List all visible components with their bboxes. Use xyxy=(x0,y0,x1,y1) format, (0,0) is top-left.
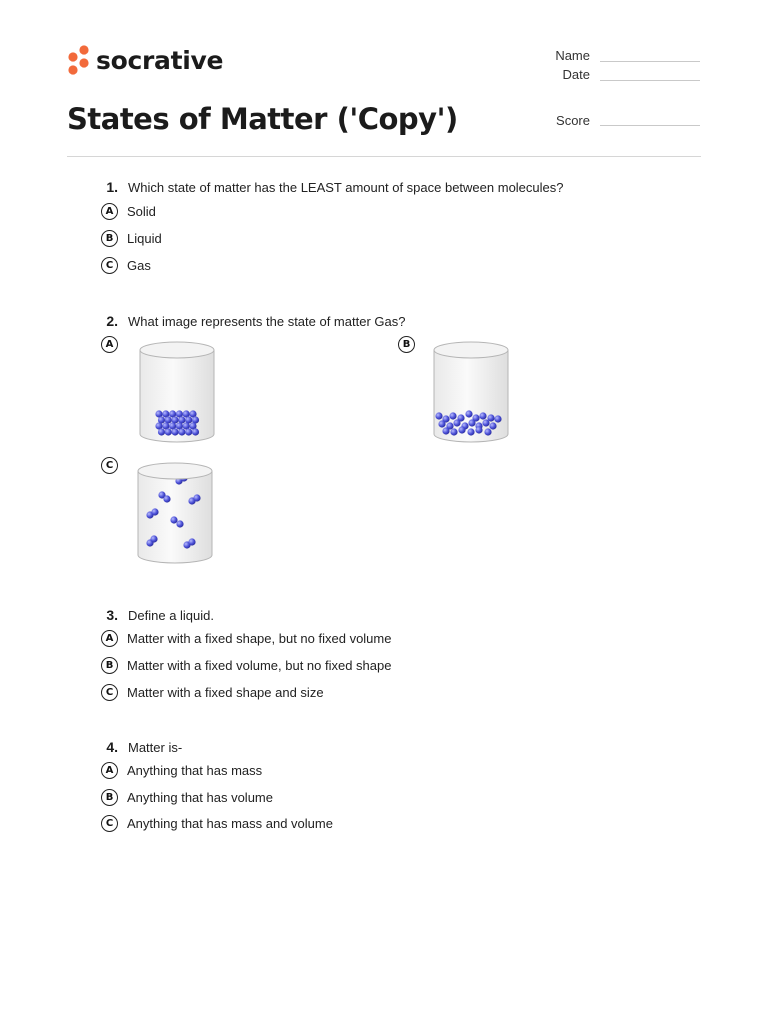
option-a[interactable] xyxy=(101,336,118,353)
question-text: What image represents the state of matter Gas? xyxy=(128,314,406,329)
question-number: 4. xyxy=(106,739,118,755)
score-field xyxy=(0,113,590,128)
liquid-particle xyxy=(489,422,496,429)
liquid-particle xyxy=(458,426,465,433)
date-label: Date xyxy=(562,67,590,82)
option-c-bubble[interactable]: C xyxy=(101,457,118,474)
question-text: Which state of matter has the LEAST amount of space between molecules? xyxy=(128,180,564,195)
date-line[interactable] xyxy=(600,80,700,81)
option-a-bubble[interactable]: A xyxy=(101,203,118,220)
option-b-bubble[interactable]: B xyxy=(101,230,118,247)
brand-name: socrative xyxy=(96,45,224,75)
option-text: Matter with a fixed shape, but no fixed volume xyxy=(127,631,392,646)
beaker-rim xyxy=(434,342,508,358)
liquid-particle xyxy=(468,419,475,426)
solid-particle xyxy=(172,428,179,435)
score-label: Score xyxy=(556,113,590,128)
option-b-bubble[interactable]: B xyxy=(101,789,118,806)
option-a-bubble[interactable]: A xyxy=(101,630,118,647)
gas-particle xyxy=(151,508,158,515)
option-b-bubble[interactable]: B xyxy=(101,657,118,674)
gas-particle xyxy=(150,535,157,542)
beaker-rim xyxy=(138,463,212,479)
beaker-gas-particles-image xyxy=(135,459,215,565)
option-a[interactable] xyxy=(101,762,262,779)
liquid-particle xyxy=(467,428,474,435)
liquid-particle xyxy=(449,412,456,419)
gas-particle xyxy=(170,516,177,523)
liquid-particle xyxy=(450,428,457,435)
solid-particle xyxy=(158,428,165,435)
liquid-particle xyxy=(465,410,472,417)
option-b[interactable] xyxy=(101,657,391,674)
liquid-particle xyxy=(479,412,486,419)
option-text: Liquid xyxy=(127,231,162,246)
option-c-bubble[interactable]: C xyxy=(101,815,118,832)
solid-particle xyxy=(192,428,199,435)
question-text: Matter is- xyxy=(128,740,183,755)
beaker-liquid-particles-image xyxy=(431,338,511,444)
liquid-particle xyxy=(442,427,449,434)
option-c[interactable] xyxy=(101,457,118,474)
option-a-bubble[interactable]: A xyxy=(101,336,118,353)
question-number: 2. xyxy=(106,313,118,329)
gas-particle xyxy=(176,520,183,527)
liquid-particle xyxy=(435,412,442,419)
liquid-particle xyxy=(438,420,445,427)
liquid-particle xyxy=(484,428,491,435)
option-b[interactable] xyxy=(101,789,273,806)
beaker-rim xyxy=(140,342,214,358)
option-b-bubble[interactable]: B xyxy=(398,336,415,353)
question-number: 3. xyxy=(106,607,118,623)
option-a-bubble[interactable]: A xyxy=(101,762,118,779)
name-field xyxy=(0,48,590,63)
gas-particle xyxy=(188,538,195,545)
option-a[interactable] xyxy=(101,630,391,647)
liquid-particle xyxy=(494,415,501,422)
option-text: Matter with a fixed shape and size xyxy=(127,685,324,700)
header-divider xyxy=(67,156,701,157)
page-title: States of Matter ('Copy') xyxy=(67,102,458,136)
option-text: Anything that has volume xyxy=(127,790,273,805)
option-c-bubble[interactable]: C xyxy=(101,257,118,274)
gas-particle xyxy=(163,495,170,502)
option-text: Anything that has mass and volume xyxy=(127,816,333,831)
option-c[interactable] xyxy=(101,257,151,274)
score-line[interactable] xyxy=(600,125,700,126)
liquid-particle xyxy=(475,426,482,433)
liquid-particle xyxy=(453,419,460,426)
question-number: 1. xyxy=(106,179,118,195)
option-text: Anything that has mass xyxy=(127,763,263,778)
option-c-bubble[interactable]: C xyxy=(101,684,118,701)
option-c[interactable] xyxy=(101,684,324,701)
option-b[interactable] xyxy=(101,230,162,247)
beaker-solid-particles-image xyxy=(137,338,217,444)
option-c[interactable] xyxy=(101,815,333,832)
option-text: Matter with a fixed volume, but no fixed shape xyxy=(127,658,392,673)
name-label: Name xyxy=(555,48,590,63)
name-line[interactable] xyxy=(600,61,700,62)
option-text: Gas xyxy=(127,258,151,273)
option-b[interactable] xyxy=(398,336,415,353)
question-text: Define a liquid. xyxy=(128,608,214,623)
liquid-particle xyxy=(482,419,489,426)
option-a[interactable] xyxy=(101,203,156,220)
solid-particle xyxy=(185,428,192,435)
gas-particle xyxy=(193,494,200,501)
solid-particle xyxy=(178,428,185,435)
option-text: Solid xyxy=(127,204,156,219)
solid-particle xyxy=(165,428,172,435)
date-field xyxy=(0,67,590,82)
